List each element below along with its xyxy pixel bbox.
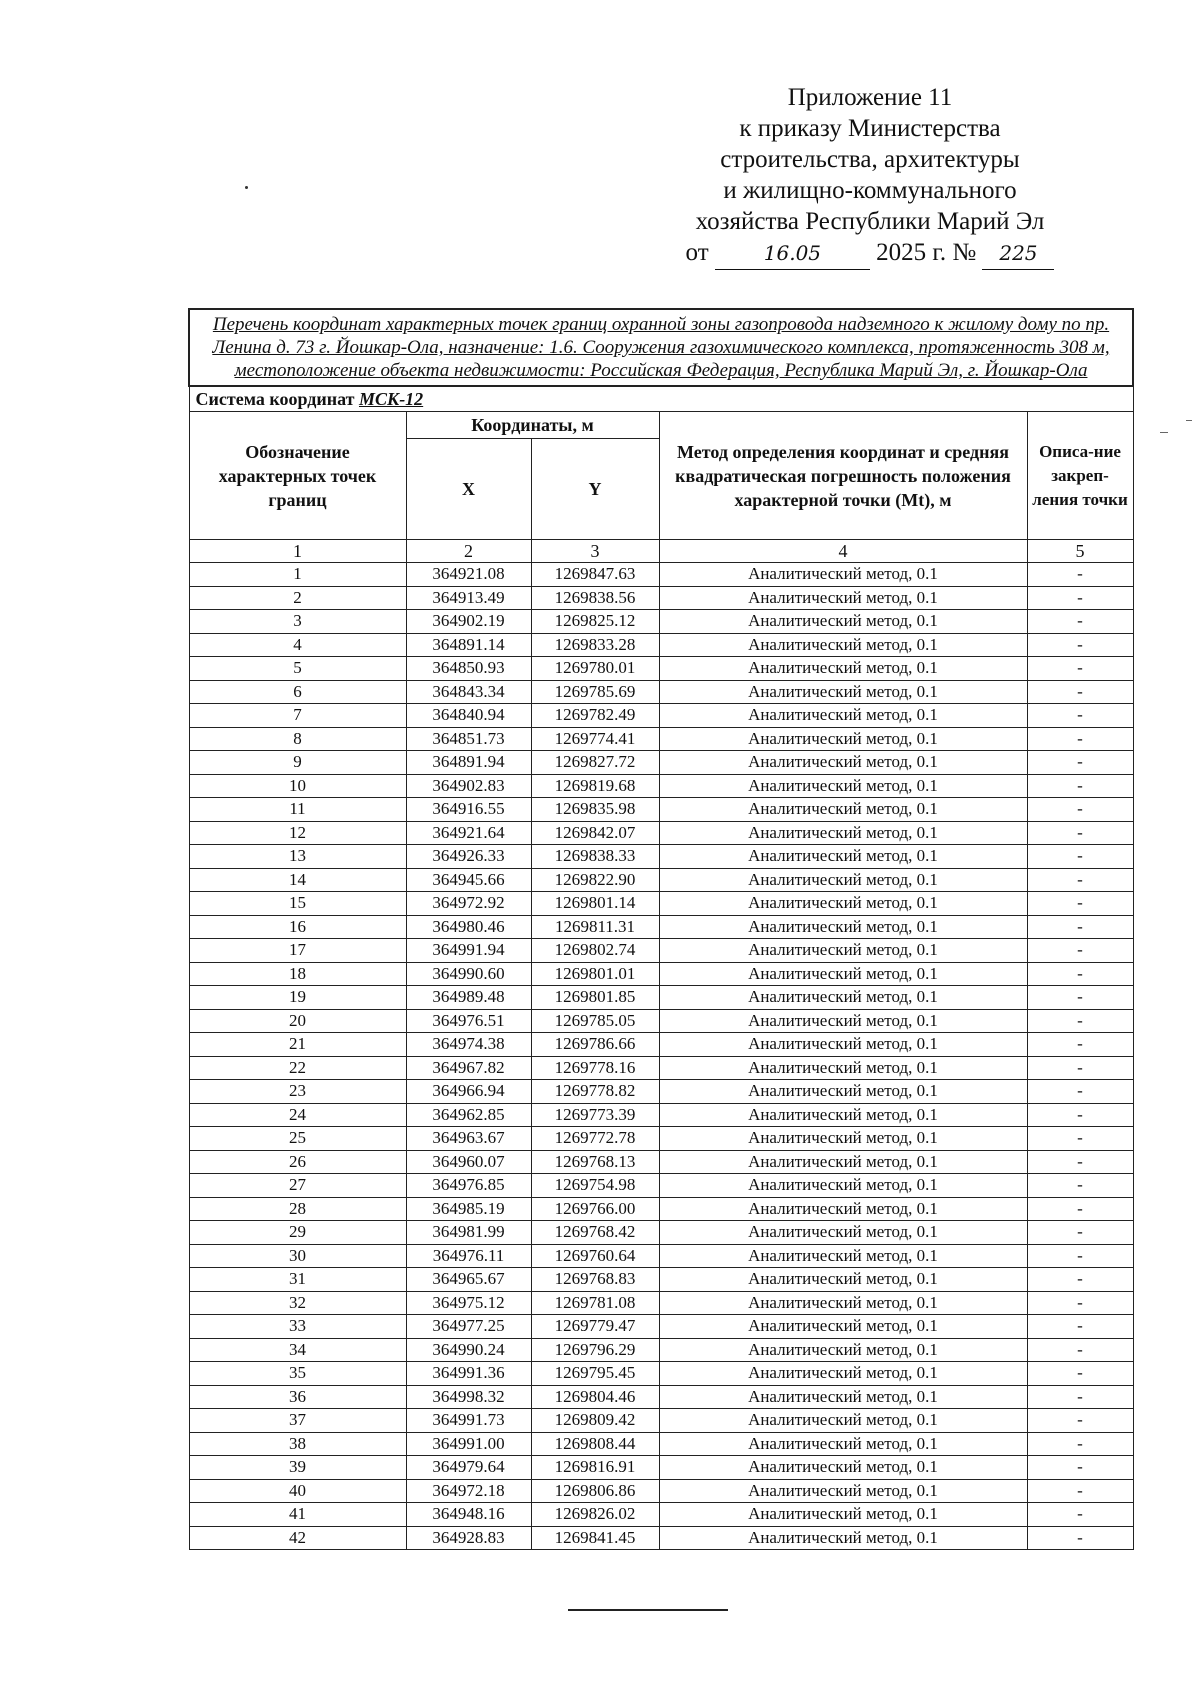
description-cell: - [1027,563,1133,587]
table-row [189,1103,1133,1127]
header-line: строительства, архитектуры [720,146,1020,173]
point-number: 18 [189,962,406,986]
table-row [189,1056,1133,1080]
point-number: 1 [189,563,406,587]
coordinate-x: 364975.12 [406,1291,531,1315]
coordinate-y: 1269808.44 [531,1432,659,1456]
description-cell: - [1027,1338,1133,1362]
coordinate-y: 1269847.63 [531,563,659,587]
header-line: Приложение 11 [787,84,953,111]
coordinate-x: 364913.49 [406,586,531,610]
description-cell: - [1027,1221,1133,1245]
description-cell: - [1027,915,1133,939]
coordinate-y: 1269774.41 [531,727,659,751]
point-number: 40 [189,1479,406,1503]
method-cell: Аналитический метод, 0.1 [659,1526,1027,1550]
method-cell: Аналитический метод, 0.1 [659,1103,1027,1127]
coordinate-y: 1269841.45 [531,1526,659,1550]
method-cell: Аналитический метод, 0.1 [659,1056,1027,1080]
method-cell: Аналитический метод, 0.1 [659,1315,1027,1339]
method-cell: Аналитический метод, 0.1 [659,1009,1027,1033]
table-row [189,1244,1133,1268]
coordinate-x: 364990.60 [406,962,531,986]
point-number: 38 [189,1432,406,1456]
table-row [189,868,1133,892]
column-number: 5 [1027,540,1133,563]
coordinate-x: 364990.24 [406,1338,531,1362]
description-cell: - [1027,1291,1133,1315]
handwritten-date: 16.05 [715,238,870,270]
coordinate-x: 364977.25 [406,1315,531,1339]
table-row [189,751,1133,775]
coordinate-x: 364972.92 [406,892,531,916]
method-cell: Аналитический метод, 0.1 [659,1291,1027,1315]
point-number: 11 [189,798,406,822]
coordinate-x: 364998.32 [406,1385,531,1409]
method-cell: Аналитический метод, 0.1 [659,680,1027,704]
table-row [189,1315,1133,1339]
coordinate-y: 1269785.05 [531,1009,659,1033]
coordinate-x: 364916.55 [406,798,531,822]
coordinate-y: 1269833.28 [531,633,659,657]
coordinate-y: 1269801.14 [531,892,659,916]
description-cell: - [1027,1268,1133,1292]
table-row [189,986,1133,1010]
point-number: 28 [189,1197,406,1221]
year-text: 2025 г. № [876,239,977,266]
description-cell: - [1027,1009,1133,1033]
table-row [189,774,1133,798]
point-number: 30 [189,1244,406,1268]
coordinate-y: 1269804.46 [531,1385,659,1409]
description-cell: - [1027,821,1133,845]
point-number: 21 [189,1033,406,1057]
description-cell: - [1027,1127,1133,1151]
coordinate-x: 364976.11 [406,1244,531,1268]
point-number: 10 [189,774,406,798]
method-cell: Аналитический метод, 0.1 [659,892,1027,916]
point-number: 42 [189,1526,406,1550]
table-row [189,1174,1133,1198]
coordinate-x: 364891.94 [406,751,531,775]
coordinate-y: 1269768.42 [531,1221,659,1245]
coordinate-y: 1269806.86 [531,1479,659,1503]
table-row [189,845,1133,869]
method-cell: Аналитический метод, 0.1 [659,774,1027,798]
description-cell: - [1027,1315,1133,1339]
coordinate-x: 364921.08 [406,563,531,587]
coordinate-y: 1269778.16 [531,1056,659,1080]
point-number: 8 [189,727,406,751]
description-cell: - [1027,892,1133,916]
coordinate-system-label: Система координат [195,388,355,409]
coordinate-y: 1269778.82 [531,1080,659,1104]
method-cell: Аналитический метод, 0.1 [659,1338,1027,1362]
date-prefix: от [685,239,709,266]
point-number: 22 [189,1056,406,1080]
table-row [189,704,1133,728]
description-cell: - [1027,774,1133,798]
description-cell: - [1027,1033,1133,1057]
table-row [189,1479,1133,1503]
method-cell: Аналитический метод, 0.1 [659,610,1027,634]
coordinate-x: 364962.85 [406,1103,531,1127]
method-cell: Аналитический метод, 0.1 [659,845,1027,869]
coordinate-y: 1269786.66 [531,1033,659,1057]
coordinate-x: 364981.99 [406,1221,531,1245]
table-row [189,1526,1133,1550]
coordinate-y: 1269802.74 [531,939,659,963]
coordinate-y: 1269842.07 [531,821,659,845]
description-cell: - [1027,727,1133,751]
description-cell: - [1027,1479,1133,1503]
coordinate-x: 364948.16 [406,1503,531,1527]
handwritten-order-number: 225 [982,238,1054,270]
table-row [189,1409,1133,1433]
header-description: Описа-ние закреп-ления точки [1027,412,1133,540]
coordinate-x: 364960.07 [406,1150,531,1174]
coordinate-y: 1269796.29 [531,1338,659,1362]
coordinate-x: 364945.66 [406,868,531,892]
coordinate-x: 364902.83 [406,774,531,798]
description-cell: - [1027,751,1133,775]
method-cell: Аналитический метод, 0.1 [659,1479,1027,1503]
description-cell: - [1027,1244,1133,1268]
header-point-designation: Обозначение характерных точек границ [189,412,406,540]
point-number: 19 [189,986,406,1010]
coordinate-y: 1269822.90 [531,868,659,892]
coordinate-x: 364972.18 [406,1479,531,1503]
point-number: 39 [189,1456,406,1480]
method-cell: Аналитический метод, 0.1 [659,1150,1027,1174]
coordinate-y: 1269768.13 [531,1150,659,1174]
method-cell: Аналитический метод, 0.1 [659,1197,1027,1221]
coordinate-x: 364963.67 [406,1127,531,1151]
table-row [189,633,1133,657]
method-cell: Аналитический метод, 0.1 [659,868,1027,892]
point-number: 13 [189,845,406,869]
coordinate-y: 1269754.98 [531,1174,659,1198]
coordinate-x: 364991.00 [406,1432,531,1456]
coordinate-y: 1269838.33 [531,845,659,869]
method-cell: Аналитический метод, 0.1 [659,1362,1027,1386]
point-number: 35 [189,1362,406,1386]
point-number: 36 [189,1385,406,1409]
point-number: 5 [189,657,406,681]
coordinate-y: 1269781.08 [531,1291,659,1315]
scan-speck [1160,432,1168,433]
point-number: 12 [189,821,406,845]
point-number: 4 [189,633,406,657]
description-cell: - [1027,845,1133,869]
table-row [189,1268,1133,1292]
table-row [189,1503,1133,1527]
coordinate-y: 1269782.49 [531,704,659,728]
order-date-line [640,237,1100,270]
coordinate-x: 364991.94 [406,939,531,963]
description-cell: - [1027,1056,1133,1080]
method-cell: Аналитический метод, 0.1 [659,704,1027,728]
point-number: 41 [189,1503,406,1527]
point-number: 34 [189,1338,406,1362]
method-cell: Аналитический метод, 0.1 [659,751,1027,775]
point-number: 14 [189,868,406,892]
header-line: и жилищно-коммунального [723,177,1017,204]
point-number: 20 [189,1009,406,1033]
coordinate-x: 364989.48 [406,986,531,1010]
description-cell: - [1027,1385,1133,1409]
header-line: хозяйства Республики Марий Эл [695,208,1045,235]
description-cell: - [1027,1080,1133,1104]
method-cell: Аналитический метод, 0.1 [659,1409,1027,1433]
description-cell: - [1027,1456,1133,1480]
point-number: 2 [189,586,406,610]
coordinate-y: 1269760.64 [531,1244,659,1268]
coordinate-x: 364985.19 [406,1197,531,1221]
coordinate-y: 1269825.12 [531,610,659,634]
coordinate-y: 1269768.83 [531,1268,659,1292]
table-row [189,1338,1133,1362]
coordinate-x: 364928.83 [406,1526,531,1550]
point-number: 25 [189,1127,406,1151]
description-cell: - [1027,1526,1133,1550]
point-number: 31 [189,1268,406,1292]
description-cell: - [1027,657,1133,681]
footer-divider [568,1609,728,1611]
table-row [189,1221,1133,1245]
point-number: 24 [189,1103,406,1127]
description-cell: - [1027,1409,1133,1433]
method-cell: Аналитический метод, 0.1 [659,962,1027,986]
scan-speck [1186,420,1192,421]
column-number: 4 [659,540,1027,563]
method-cell: Аналитический метод, 0.1 [659,1244,1027,1268]
coordinate-y: 1269801.85 [531,986,659,1010]
coordinate-x: 364991.36 [406,1362,531,1386]
table-row [189,1291,1133,1315]
scan-speck [245,186,248,189]
method-cell: Аналитический метод, 0.1 [659,1385,1027,1409]
column-number: 2 [406,540,531,563]
point-number: 15 [189,892,406,916]
description-cell: - [1027,1103,1133,1127]
description-cell: - [1027,1362,1133,1386]
coordinate-system [189,386,1133,412]
table-row [189,1432,1133,1456]
header-method: Метод определения координат и средняя квадратическая погрешность положения характерной точки (Mt), м [659,412,1027,540]
description-cell: - [1027,704,1133,728]
coordinate-y: 1269801.01 [531,962,659,986]
description-cell: - [1027,1432,1133,1456]
table-row [189,1150,1133,1174]
description-cell: - [1027,610,1133,634]
coordinate-x: 364976.85 [406,1174,531,1198]
description-cell: - [1027,868,1133,892]
coordinate-x: 364843.34 [406,680,531,704]
coordinate-system-value: МСК-12 [358,388,424,409]
point-number: 16 [189,915,406,939]
method-cell: Аналитический метод, 0.1 [659,1456,1027,1480]
table-row [189,1033,1133,1057]
table-row [189,962,1133,986]
coordinate-x: 364979.64 [406,1456,531,1480]
coordinate-y: 1269785.69 [531,680,659,704]
table-title: Перечень координат характерных точек границ охранной зоны газопровода надземного к жилому дому по пр. Ленина д. 73 г. Йошкар-Ола, назначение: 1.6. Сооружения газохимического комплекса, протяженность 308 м, местоположение объекта недвижимости: Российская Федерация, Республика Марий Эл, г. Йошкар-Ола [189,309,1133,386]
description-cell: - [1027,586,1133,610]
table-row [189,821,1133,845]
coordinate-x: 364840.94 [406,704,531,728]
coordinate-x: 364851.73 [406,727,531,751]
coordinate-x: 364980.46 [406,915,531,939]
table-row [189,892,1133,916]
description-cell: - [1027,798,1133,822]
coordinate-x: 364902.19 [406,610,531,634]
point-number: 26 [189,1150,406,1174]
method-cell: Аналитический метод, 0.1 [659,563,1027,587]
coordinate-x: 364974.38 [406,1033,531,1057]
method-cell: Аналитический метод, 0.1 [659,633,1027,657]
method-cell: Аналитический метод, 0.1 [659,1080,1027,1104]
description-cell: - [1027,986,1133,1010]
point-number: 3 [189,610,406,634]
method-cell: Аналитический метод, 0.1 [659,798,1027,822]
header-x: X [406,439,531,540]
coordinate-y: 1269838.56 [531,586,659,610]
point-number: 33 [189,1315,406,1339]
point-number: 23 [189,1080,406,1104]
document-header [640,82,1100,270]
method-cell: Аналитический метод, 0.1 [659,1221,1027,1245]
point-number: 6 [189,680,406,704]
method-cell: Аналитический метод, 0.1 [659,1503,1027,1527]
table-row [189,657,1133,681]
method-cell: Аналитический метод, 0.1 [659,586,1027,610]
point-number: 27 [189,1174,406,1198]
method-cell: Аналитический метод, 0.1 [659,727,1027,751]
point-number: 37 [189,1409,406,1433]
header-y: Y [531,439,659,540]
method-cell: Аналитический метод, 0.1 [659,915,1027,939]
table-row [189,1456,1133,1480]
coordinate-y: 1269779.47 [531,1315,659,1339]
coordinates-table [188,308,1134,1550]
coordinate-y: 1269827.72 [531,751,659,775]
coordinate-x: 364926.33 [406,845,531,869]
table-row [189,586,1133,610]
coordinate-y: 1269826.02 [531,1503,659,1527]
table-row [189,680,1133,704]
table-row [189,1362,1133,1386]
method-cell: Аналитический метод, 0.1 [659,821,1027,845]
description-cell: - [1027,1503,1133,1527]
method-cell: Аналитический метод, 0.1 [659,657,1027,681]
description-cell: - [1027,1197,1133,1221]
table-row [189,610,1133,634]
method-cell: Аналитический метод, 0.1 [659,1432,1027,1456]
table-row [189,1009,1133,1033]
column-number: 3 [531,540,659,563]
method-cell: Аналитический метод, 0.1 [659,1127,1027,1151]
coordinate-x: 364965.67 [406,1268,531,1292]
coordinate-y: 1269819.68 [531,774,659,798]
method-cell: Аналитический метод, 0.1 [659,939,1027,963]
column-number-row [189,540,1133,563]
method-cell: Аналитический метод, 0.1 [659,1174,1027,1198]
table-row [189,798,1133,822]
coordinate-y: 1269773.39 [531,1103,659,1127]
description-cell: - [1027,1174,1133,1198]
coordinate-y: 1269811.31 [531,915,659,939]
point-number: 29 [189,1221,406,1245]
coordinate-x: 364967.82 [406,1056,531,1080]
coordinate-y: 1269772.78 [531,1127,659,1151]
table-row [189,939,1133,963]
coordinates-table-container [188,308,1132,1550]
header-line: к приказу Министерства [739,115,1001,142]
coordinate-y: 1269795.45 [531,1362,659,1386]
table-row [189,1127,1133,1151]
table-row [189,563,1133,587]
coordinate-x: 364850.93 [406,657,531,681]
coordinate-y: 1269835.98 [531,798,659,822]
description-cell: - [1027,939,1133,963]
description-cell: - [1027,962,1133,986]
coordinate-x: 364921.64 [406,821,531,845]
method-cell: Аналитический метод, 0.1 [659,1033,1027,1057]
coordinate-x: 364966.94 [406,1080,531,1104]
table-row [189,1080,1133,1104]
point-number: 7 [189,704,406,728]
header-coordinates: Координаты, м [406,412,659,439]
table-row [189,727,1133,751]
coordinate-x: 364976.51 [406,1009,531,1033]
method-cell: Аналитический метод, 0.1 [659,986,1027,1010]
point-number: 17 [189,939,406,963]
coordinate-x: 364891.14 [406,633,531,657]
point-number: 9 [189,751,406,775]
coordinate-y: 1269780.01 [531,657,659,681]
description-cell: - [1027,680,1133,704]
column-number: 1 [189,540,406,563]
description-cell: - [1027,633,1133,657]
table-row [189,915,1133,939]
table-row [189,1197,1133,1221]
description-cell: - [1027,1150,1133,1174]
point-number: 32 [189,1291,406,1315]
coordinate-x: 364991.73 [406,1409,531,1433]
coordinate-y: 1269809.42 [531,1409,659,1433]
coordinate-y: 1269766.00 [531,1197,659,1221]
table-row [189,1385,1133,1409]
method-cell: Аналитический метод, 0.1 [659,1268,1027,1292]
coordinate-y: 1269816.91 [531,1456,659,1480]
